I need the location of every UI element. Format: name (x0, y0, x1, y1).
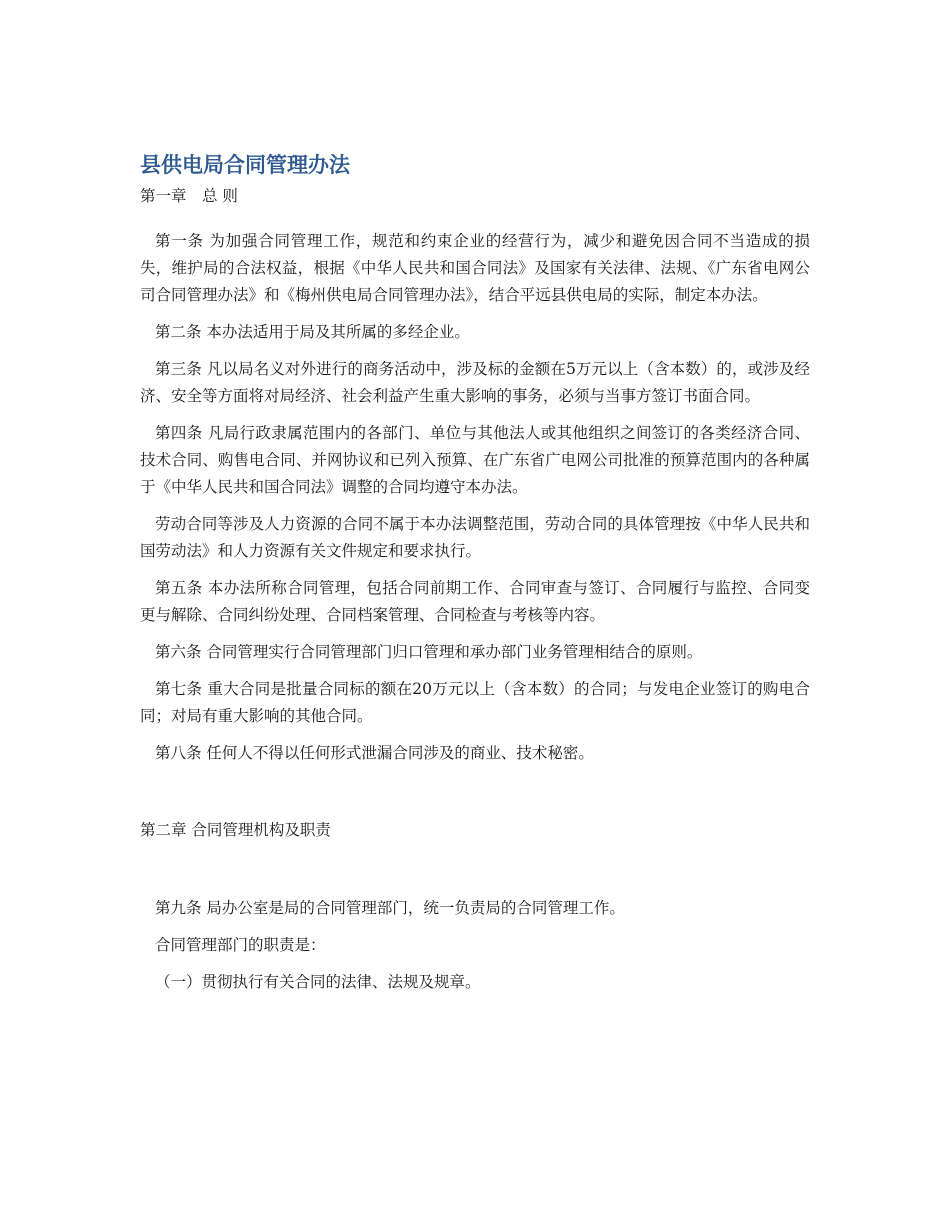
article-5: 第五条 本办法所称合同管理，包括合同前期工作、合同审查与签订、合同履行与监控、合同变更与解除、合同纠纷处理、合同档案管理、合同检查与考核等内容。 (140, 579, 810, 624)
article-6: 第六条 合同管理实行合同管理部门归口管理和承办部门业务管理相结合的原则。 (155, 643, 703, 661)
article-2: 第二条 本办法适用于局及其所属的多经企业。 (155, 323, 470, 341)
article-7: 第七条 重大合同是批量合同标的额在20万元以上（含本数）的合同；与发电企业签订的购电合同；对局有重大影响的其他合同。 (140, 680, 810, 725)
article-4-labor-note: 劳动合同等涉及人力资源的合同不属于本办法调整范围，劳动合同的具体管理按《中华人民共和国劳动法》和人力资源有关文件规定和要求执行。 (140, 515, 810, 560)
chapter-1-heading: 第一章 总 则 (140, 187, 238, 205)
article-3: 第三条 凡以局名义对外进行的商务活动中，涉及标的金额在5万元以上（含本数）的，或涉及经济、安全等方面将对局经济、社会利益产生重大影响的事务，必须与当事方签订书面合同。 (140, 360, 810, 405)
document-page (140, 150, 810, 996)
chapter-2-heading: 第二章 合同管理机构及职责 (140, 821, 331, 839)
article-4: 第四条 凡局行政隶属范围内的各部门、单位与其他法人或其他组织之间签订的各类经济合同、技术合同、购售电合同、并网协议和已列入预算、在广东省广电网公司批准的预算范围内的各种属于《中华人民共和国合同法》调整的合同均遵守本办法。 (140, 424, 810, 496)
article-8: 第八条 任何人不得以任何形式泄漏合同涉及的商业、技术秘密。 (155, 744, 594, 762)
document-title: 县供电局合同管理办法 (140, 153, 350, 177)
article-1: 第一条 为加强合同管理工作，规范和约束企业的经营行为，减少和避免因合同不当造成的损失，维护局的合法权益，根据《中华人民共和国合同法》及国家有关法律、法规、《广东省电网公司合同管理办法》和《梅州供电局合同管理办法》，结合平远县供电局的实际，制定本办法。 (140, 232, 810, 304)
duty-item-1: （一）贯彻执行有关合同的法律、法规及规章。 (155, 973, 481, 991)
duties-intro: 合同管理部门的职责是： (155, 936, 326, 954)
article-9: 第九条 局办公室是局的合同管理部门，统一负责局的合同管理工作。 (155, 899, 625, 917)
